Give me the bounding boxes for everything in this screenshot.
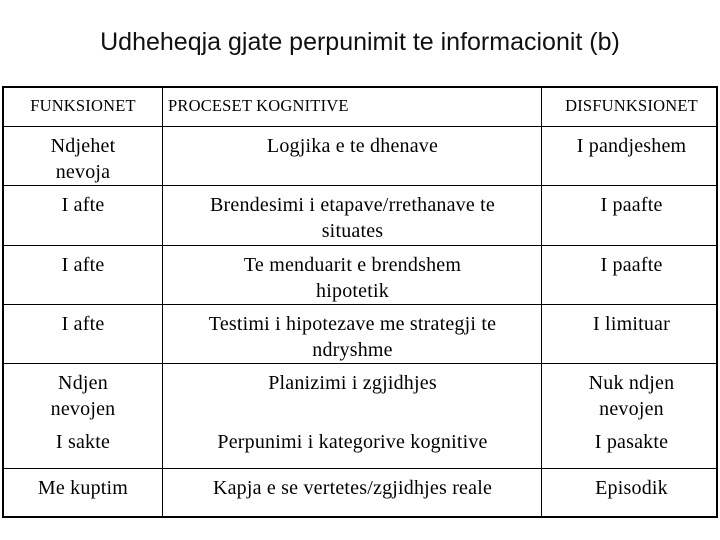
header-funksionet: FUNKSIONET: [30, 96, 136, 115]
function-cell: I sakte: [55, 431, 111, 453]
process-cell: Kapja e se vertetes/zgjidhjes reale: [212, 477, 493, 499]
row-divider: [4, 245, 716, 246]
column-divider: [162, 88, 163, 516]
process-cell: ndryshme: [312, 339, 393, 361]
function-cell: Me kuptim: [37, 477, 129, 499]
function-cell: nevoja: [55, 161, 111, 183]
dysfunction-cell: I paafte: [600, 194, 663, 216]
process-cell: Perpunimi i kategorive kognitive: [217, 431, 488, 453]
process-cell: Logjika e te dhenave: [266, 135, 439, 157]
dysfunction-cell: nevojen: [599, 398, 664, 420]
process-cell: hipotetik: [316, 280, 389, 302]
row-divider: [4, 126, 716, 127]
functions-table: [2, 86, 718, 518]
column-divider: [541, 88, 542, 516]
process-cell: Te menduarit e brendshem: [243, 254, 462, 276]
function-cell: I afte: [61, 313, 105, 335]
function-cell: I afte: [61, 194, 105, 216]
function-cell: Ndjehet: [50, 135, 116, 157]
function-cell: nevojen: [50, 398, 116, 420]
function-cell: Ndjen: [58, 372, 108, 394]
dysfunction-cell: Nuk ndjen: [588, 372, 675, 394]
process-cell: situates: [321, 220, 384, 242]
function-cell: I afte: [61, 254, 105, 276]
row-divider: [4, 185, 716, 186]
dysfunction-cell: Episodik: [595, 477, 668, 499]
header-disfunksionet: DISFUNKSIONET: [565, 96, 698, 115]
process-cell: Testimi i hipotezave me strategji te: [208, 313, 497, 335]
dysfunction-cell: I limituar: [593, 313, 670, 335]
header-proceset-kognitive: PROCESET KOGNITIVE: [168, 96, 349, 115]
dysfunction-cell: I pandjeshem: [576, 135, 687, 157]
process-cell: Brendesimi i etapave/rrethanave te: [209, 194, 495, 216]
row-divider: [4, 468, 716, 469]
dysfunction-cell: I pasakte: [594, 431, 669, 453]
dysfunction-cell: I paafte: [600, 254, 663, 276]
row-divider: [4, 304, 716, 305]
process-cell: Planizimi i zgjidhjes: [268, 372, 437, 394]
row-divider: [4, 363, 716, 364]
slide-title: Udheheqja gjate perpunimit te informacionit (b): [100, 28, 620, 56]
